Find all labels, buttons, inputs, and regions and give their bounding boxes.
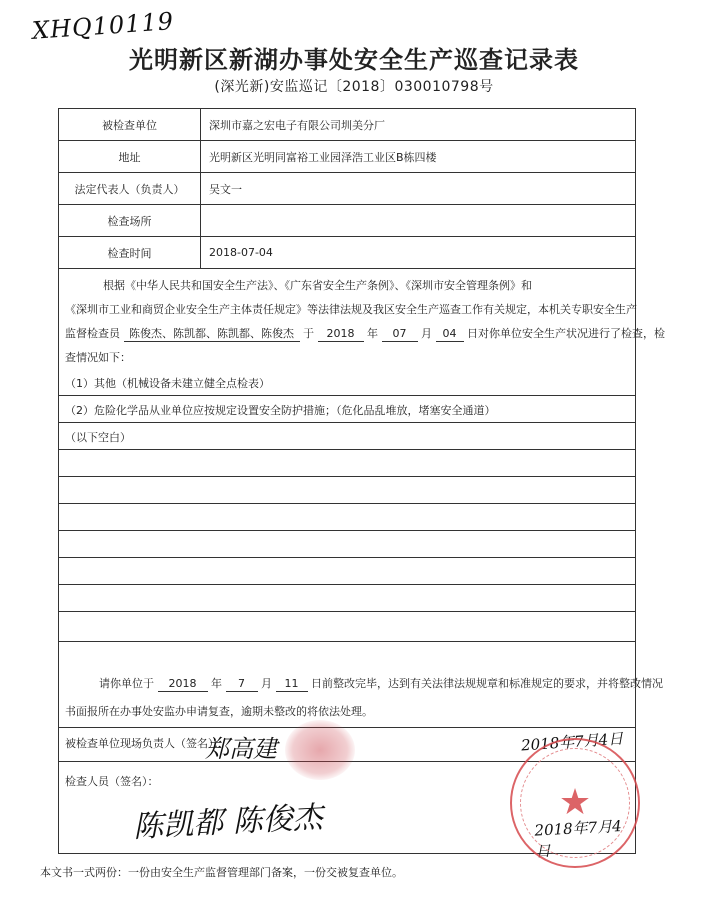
field-value: 深圳市嘉之宏电子有限公司圳美分厂 [209, 118, 385, 132]
rule-line [59, 584, 635, 585]
field-value: 光明新区光明同富裕工业园泽浩工业区B栋四楼 [209, 150, 437, 164]
field-value: 吴文一 [209, 182, 242, 196]
inspect-year: 2018 [318, 327, 364, 342]
inspector-signature-label: 检查人员（签名）： [65, 775, 159, 788]
rule-line [59, 557, 635, 558]
rectify-month: 7 [226, 677, 258, 692]
rule-line [59, 449, 635, 450]
inspector-signature-date: 2018年7月4日 [534, 817, 623, 861]
document-number: (深光新)安监巡记〔2018〕030010798号 [214, 79, 494, 95]
body-line-2: 《深圳市工业和商贸企业安全生产主体责任规定》等法律法规及我区安全生产巡查工作有关规定，本机关专职安全生产 [65, 303, 637, 316]
thumbprint [285, 720, 355, 780]
field-label: 地址 [59, 141, 201, 172]
finding-item-1: （1）其他（机械设备未建立健全点检表） [65, 377, 270, 390]
month-unit: 月 [421, 327, 432, 340]
yu-text: 于 [303, 327, 314, 340]
inspect-day: 04 [436, 327, 464, 342]
finding-item-3: （以下空白） [65, 431, 131, 444]
field-row-representative [59, 173, 635, 205]
field-row-time [59, 237, 635, 269]
year-unit: 年 [211, 677, 222, 690]
rule-line [59, 641, 635, 642]
field-label: 检查场所 [59, 205, 201, 236]
handwritten-note: XHQ10119 [31, 7, 175, 45]
unit-signature-label: 被检查单位现场负责人（签名）： [65, 737, 225, 750]
field-row-address [59, 141, 635, 173]
day-suffix: 日对你单位安全生产状况进行了检查，检 [467, 327, 665, 340]
rectify-year: 2018 [158, 677, 208, 692]
rule-line [59, 476, 635, 477]
year-unit: 年 [367, 327, 378, 340]
rule-line [59, 530, 635, 531]
field-value [209, 205, 631, 236]
inspector-names: 陈俊杰、陈凯都、陈凯都、陈俊杰 [124, 327, 300, 342]
footer-note: 本文书一式两份：一份由安全生产监督管理部门备案，一份交被复查单位。 [40, 866, 403, 879]
inspector-signature: 陈凯都 陈俊杰 [132, 800, 324, 845]
rectify-line-2: 书面报所在办事处安监办申请复查，逾期未整改的将依法处理。 [65, 705, 373, 718]
unit-signature: 郑高建 [205, 735, 277, 763]
finding-item-2: （2）危险化学品从业单位应按规定设置安全防护措施；（危化品乱堆放，堵塞安全通道） [65, 404, 496, 417]
field-label: 检查时间 [59, 237, 201, 268]
body-line-1: 根据《中华人民共和国安全生产法》、《广东省安全生产条例》、《深圳市安全管理条例》和 [103, 279, 532, 292]
field-row-unit [59, 109, 635, 141]
rule-line [59, 395, 635, 396]
official-seal [510, 738, 640, 868]
field-label: 法定代表人（负责人） [59, 173, 201, 204]
field-row-location [59, 205, 635, 237]
rule-line [59, 503, 635, 504]
field-label: 被检查单位 [59, 109, 201, 140]
unit-signature-date: 2018年7月4日 [520, 729, 624, 755]
field-value: 2018-07-04 [209, 246, 273, 259]
body-line-4: 查情况如下： [65, 351, 131, 364]
inspector-prefix: 监督检查员 [65, 327, 120, 340]
rule-line [59, 611, 635, 612]
rectify-line-1 [99, 677, 663, 692]
rule-line [59, 422, 635, 423]
rectify-prefix: 请你单位于 [99, 677, 154, 690]
seal-star-icon: ★ [558, 782, 592, 823]
page-title: 光明新区新湖办事处安全生产巡查记录表 [129, 46, 579, 74]
body-line-3 [65, 327, 665, 342]
rectify-day: 11 [276, 677, 308, 692]
inspect-month: 07 [382, 327, 418, 342]
rule-line [59, 727, 635, 728]
month-unit: 月 [261, 677, 272, 690]
rectify-suffix: 日前整改完毕，达到有关法律法规规章和标准规定的要求，并将整改情况 [311, 677, 663, 690]
